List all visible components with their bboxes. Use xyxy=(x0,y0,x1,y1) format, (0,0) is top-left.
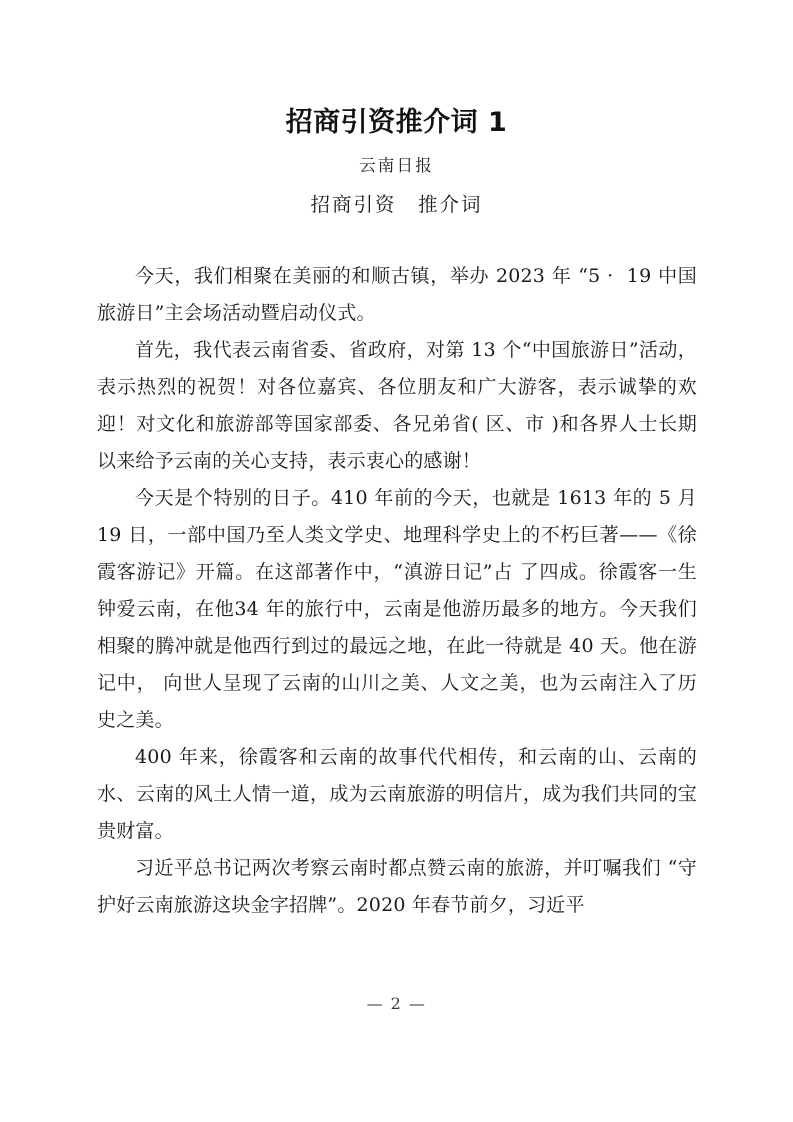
body-paragraph: 400 年来，徐霞客和云南的故事代代相传，和云南的山、云南的水、云南的风土人情一道，成为云南旅游的明信片，成为我们共同的宝贵财富。 xyxy=(97,746,697,842)
body-paragraph: 今天是个特别的日子。410 年前的今天，也就是 1613 年的 5 月 19 日，一部中国乃至人类文学史、地理科学史上的不朽巨著——《徐霞客游记》开篇。在这部著作中，“滇游日记”占 了四成。徐霞客一生钟爱云南，在他34 年的旅行中，云南是他游历最多的地方。今天我们相聚的腾冲就是他西行到过的最远之地，在此一待就是 40 天。他在游记中， 向世人呈现了云南的山川之美、人文之美，也为云南注入了历史之美。 xyxy=(97,487,704,731)
document-subject: 招商引资 推介词 xyxy=(310,193,483,216)
document-body xyxy=(97,258,704,924)
body-paragraph: 习近平总书记两次考察云南时都点赞云南的旅游，并叮嘱我们 “守护好云南旅游这块金字招牌”。2020 年春节前夕，习近平 xyxy=(97,857,697,916)
body-paragraph: 首先，我代表云南省委、省政府，对第 13 个“中国旅游日”活动，表示热烈的祝贺！对各位嘉宾、各位朋友和广大游客，表示诚挚的欢迎！对文化和旅游部等国家部委、各兄弟省( 区、市 )和各界人士长期以来给予云南的关心支持，表示衷心的感谢！ xyxy=(97,339,697,472)
body-paragraph: 今天，我们相聚在美丽的和顺古镇，举办 2023 年 “5 · 19 中国旅游日”主会场活动暨启动仪式。 xyxy=(97,265,697,324)
document-source: 云南日报 xyxy=(359,156,434,175)
page-title: 招商引资推介词 1 xyxy=(285,107,508,138)
document-header xyxy=(0,104,793,218)
page-number-footer: — 2 — xyxy=(366,994,427,1013)
